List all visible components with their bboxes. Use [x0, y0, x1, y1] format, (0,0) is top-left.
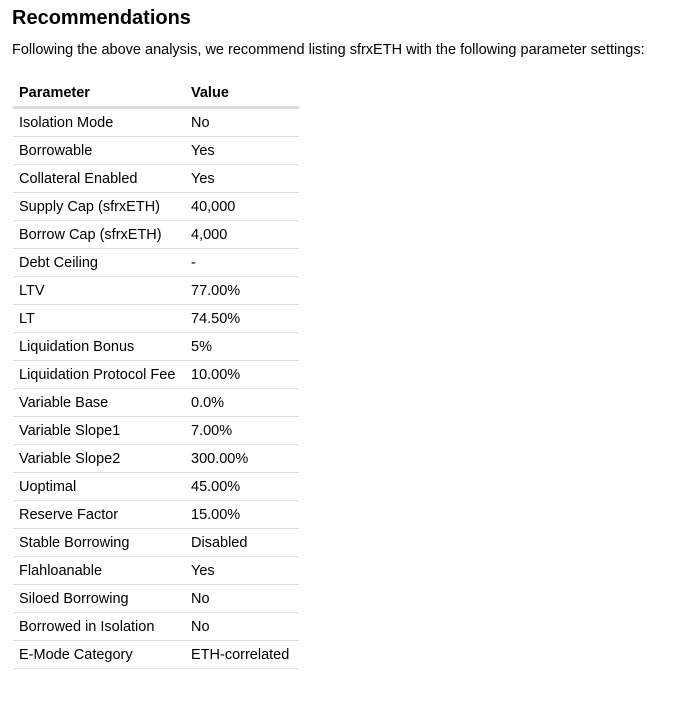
value-cell: 0.0% [185, 389, 299, 417]
table-row [13, 641, 299, 669]
parameter-cell: LTV [13, 277, 185, 305]
value-cell: 74.50% [185, 305, 299, 333]
value-cell: Yes [185, 137, 299, 165]
value-cell: No [185, 613, 299, 641]
table-row [13, 361, 299, 389]
table-row [13, 473, 299, 501]
parameter-cell: Borrow Cap (sfrxETH) [13, 221, 185, 249]
value-cell: 77.00% [185, 277, 299, 305]
parameter-cell: Liquidation Protocol Fee [13, 361, 185, 389]
value-cell: Disabled [185, 529, 299, 557]
parameter-cell: Variable Slope2 [13, 445, 185, 473]
table-row [13, 193, 299, 221]
value-cell: No [185, 585, 299, 613]
value-cell: ETH-correlated [185, 641, 299, 669]
table-row [13, 305, 299, 333]
table-row [13, 137, 299, 165]
table-row [13, 529, 299, 557]
value-cell: 40,000 [185, 193, 299, 221]
parameter-cell: Debt Ceiling [13, 249, 185, 277]
parameter-cell: Supply Cap (sfrxETH) [13, 193, 185, 221]
table-body [13, 108, 299, 669]
parameter-cell: Borrowed in Isolation [13, 613, 185, 641]
value-cell: Yes [185, 557, 299, 585]
parameter-cell: Reserve Factor [13, 501, 185, 529]
header-value: Value [185, 80, 299, 108]
parameter-cell: Borrowable [13, 137, 185, 165]
value-cell: - [185, 249, 299, 277]
table-row [13, 501, 299, 529]
parameter-cell: Stable Borrowing [13, 529, 185, 557]
parameter-cell: Flahloanable [13, 557, 185, 585]
table-row [13, 445, 299, 473]
table-row [13, 585, 299, 613]
table-row [13, 277, 299, 305]
table-row [13, 389, 299, 417]
value-cell: 7.00% [185, 417, 299, 445]
value-cell: 5% [185, 333, 299, 361]
table-row [13, 613, 299, 641]
parameter-cell: Isolation Mode [13, 108, 185, 137]
value-cell: 10.00% [185, 361, 299, 389]
value-cell: No [185, 108, 299, 137]
table-row [13, 557, 299, 585]
table-row [13, 108, 299, 137]
header-row [13, 80, 299, 108]
table-row [13, 249, 299, 277]
table-row [13, 165, 299, 193]
parameter-cell: Liquidation Bonus [13, 333, 185, 361]
table-row [13, 221, 299, 249]
parameter-cell: E-Mode Category [13, 641, 185, 669]
parameter-cell: Variable Base [13, 389, 185, 417]
parameter-cell: Siloed Borrowing [13, 585, 185, 613]
table-row [13, 333, 299, 361]
table-header [13, 80, 299, 108]
value-cell: 300.00% [185, 445, 299, 473]
header-parameter: Parameter [13, 80, 185, 108]
parameters-table [13, 80, 299, 669]
parameter-cell: LT [13, 305, 185, 333]
value-cell: 45.00% [185, 473, 299, 501]
table-row [13, 417, 299, 445]
value-cell: 15.00% [185, 501, 299, 529]
value-cell: Yes [185, 165, 299, 193]
parameter-cell: Uoptimal [13, 473, 185, 501]
intro-paragraph: Following the above analysis, we recommend listing sfrxETH with the following parameter settings: [12, 42, 645, 58]
value-cell: 4,000 [185, 221, 299, 249]
section-title: Recommendations [12, 7, 191, 29]
parameter-cell: Variable Slope1 [13, 417, 185, 445]
parameter-cell: Collateral Enabled [13, 165, 185, 193]
